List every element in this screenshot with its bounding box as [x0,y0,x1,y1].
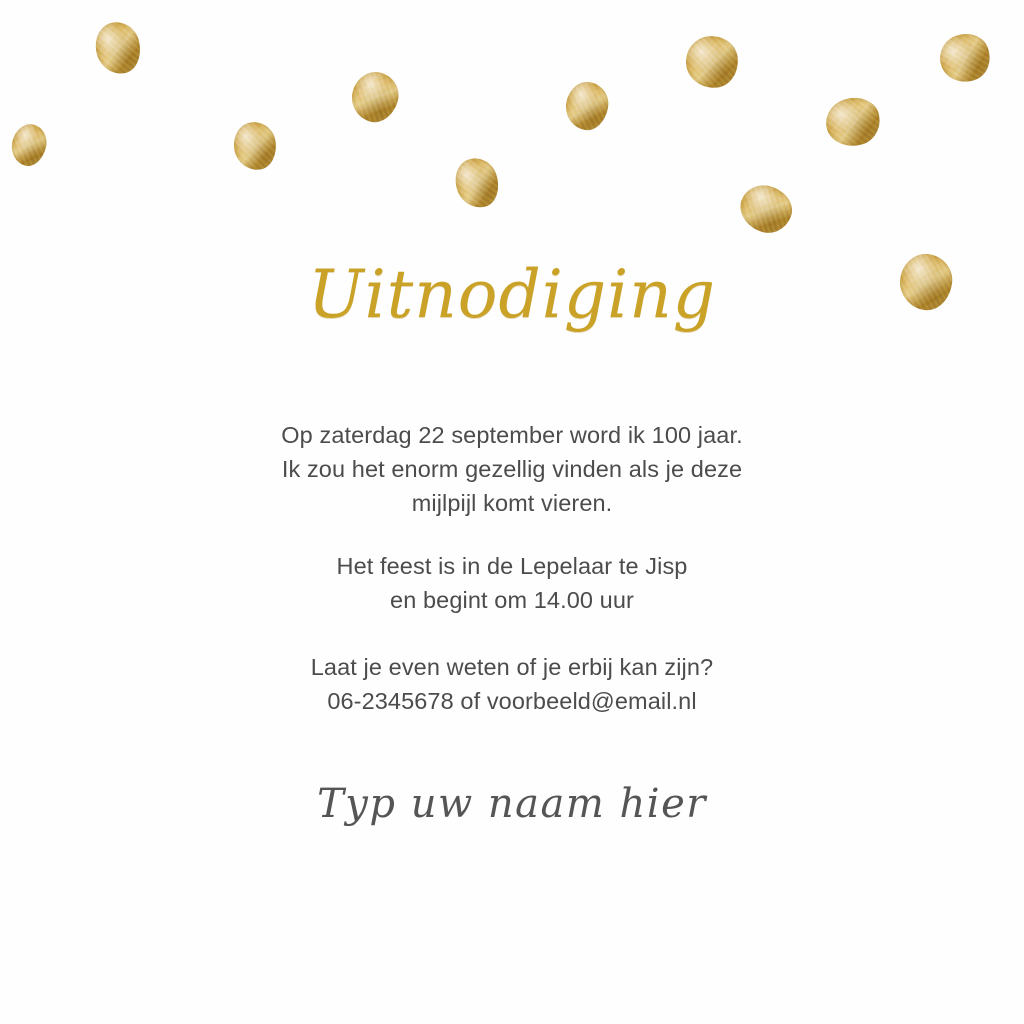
intro-line-2: Ik zou het enorm gezellig vinden als je deze [281,456,743,482]
rsvp-contact: 06-2345678 of voorbeeld@email.nl [327,688,697,714]
confetti-dot [562,79,612,134]
venue-paragraph [0,549,1024,617]
confetti-dot [231,119,279,172]
confetti-dot [734,178,799,239]
intro-paragraph [0,418,1024,520]
page-title: Uitnodiging [308,256,716,333]
intro-line-1: Op zaterdag 22 september word ik 100 jaar. [281,422,743,448]
confetti-dot [683,33,740,90]
confetti-decoration [0,0,1024,400]
confetti-dot [7,121,50,170]
confetti-dot [91,18,145,78]
venue-line-1: Het feest is in de Lepelaar te Jisp [336,553,688,579]
confetti-dot [345,66,404,128]
confetti-dot [933,27,996,89]
rsvp-line-1: Laat je even weten of je erbij kan zijn? [310,654,714,680]
confetti-dot [821,92,885,152]
rsvp-paragraph [0,650,1024,718]
confetti-dot [450,153,504,213]
signature-placeholder[interactable]: Typ uw naam hier [317,781,707,827]
intro-line-3: mijlpijl komt vieren. [411,490,613,516]
venue-line-2: en begint om 14.00 uur [390,587,634,613]
